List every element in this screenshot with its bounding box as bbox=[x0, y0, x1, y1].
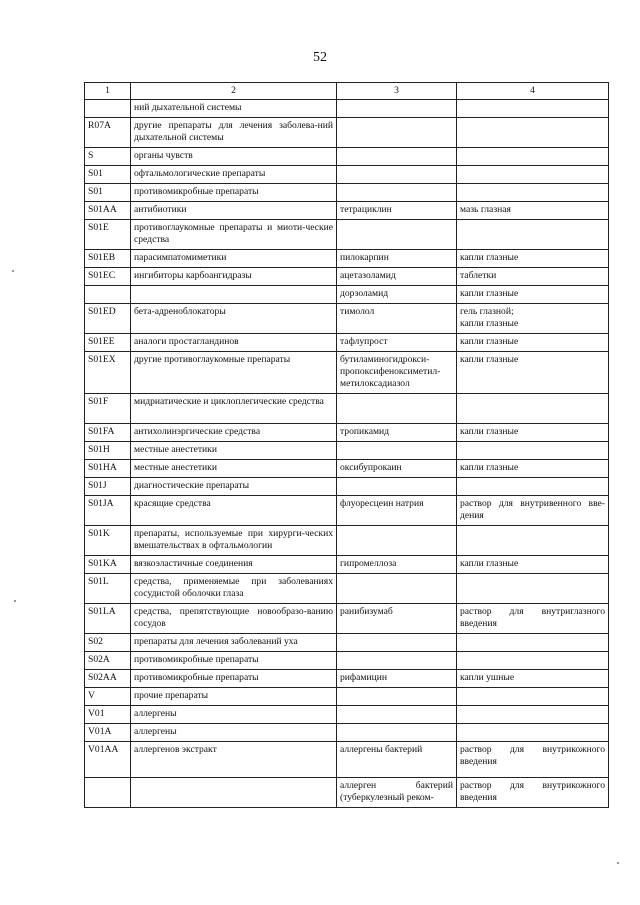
row-drug: аллергены бактерий bbox=[337, 742, 457, 778]
scan-speck bbox=[14, 600, 16, 602]
row-drug: флуоресцеин натрия bbox=[337, 496, 457, 526]
row-form: раствор для внутриглазного введения bbox=[457, 604, 609, 634]
row-group: средства, применяемые при заболеваниях сосудистой оболочки глаза bbox=[131, 574, 337, 604]
row-drug bbox=[337, 148, 457, 166]
row-drug bbox=[337, 688, 457, 706]
row-form: раствор для внутрикожного введения bbox=[457, 778, 609, 808]
row-drug: тетрациклин bbox=[337, 202, 457, 220]
row-form bbox=[457, 574, 609, 604]
row-code: S01FA bbox=[85, 424, 131, 442]
table-row bbox=[85, 424, 609, 442]
row-group: ний дыхательной системы bbox=[131, 100, 337, 118]
table-row bbox=[85, 304, 609, 334]
table-row bbox=[85, 334, 609, 352]
row-code: V01A bbox=[85, 724, 131, 742]
row-form bbox=[457, 634, 609, 652]
row-code: S bbox=[85, 148, 131, 166]
table-row bbox=[85, 556, 609, 574]
row-group: противомикробные препараты bbox=[131, 670, 337, 688]
table-row bbox=[85, 478, 609, 496]
table-row bbox=[85, 706, 609, 724]
row-group: противомикробные препараты bbox=[131, 652, 337, 670]
row-code: S02 bbox=[85, 634, 131, 652]
row-code: S01EC bbox=[85, 268, 131, 286]
row-drug bbox=[337, 574, 457, 604]
row-form: мазь глазная bbox=[457, 202, 609, 220]
row-code: S01AA bbox=[85, 202, 131, 220]
header-col-2: 2 bbox=[131, 83, 337, 100]
table-row bbox=[85, 202, 609, 220]
row-group: аллергены bbox=[131, 724, 337, 742]
row-form bbox=[457, 166, 609, 184]
row-drug: ранибизумаб bbox=[337, 604, 457, 634]
page-number: 52 bbox=[313, 50, 327, 65]
row-group: препараты, используемые при хирурги-ческих вмешательствах в офтальмологии bbox=[131, 526, 337, 556]
table-row bbox=[85, 286, 609, 304]
row-code bbox=[85, 778, 131, 808]
row-form: гель глазной; капли глазные bbox=[457, 304, 609, 334]
row-form: капли ушные bbox=[457, 670, 609, 688]
row-group: противомикробные препараты bbox=[131, 184, 337, 202]
row-code: V01 bbox=[85, 706, 131, 724]
row-group: антибиотики bbox=[131, 202, 337, 220]
row-group bbox=[131, 286, 337, 304]
row-code: R07A bbox=[85, 118, 131, 148]
row-drug: ацетазоламид bbox=[337, 268, 457, 286]
row-form bbox=[457, 526, 609, 556]
row-code: S01KA bbox=[85, 556, 131, 574]
table-row bbox=[85, 394, 609, 424]
row-code: S01EE bbox=[85, 334, 131, 352]
header-col-4: 4 bbox=[457, 83, 609, 100]
table-row bbox=[85, 688, 609, 706]
row-form bbox=[457, 148, 609, 166]
row-group: антихолинэргические средства bbox=[131, 424, 337, 442]
row-form bbox=[457, 442, 609, 460]
row-code: S01F bbox=[85, 394, 131, 424]
row-code: S02AA bbox=[85, 670, 131, 688]
row-form bbox=[457, 688, 609, 706]
table-row bbox=[85, 604, 609, 634]
row-code: S01L bbox=[85, 574, 131, 604]
header-col-3: 3 bbox=[337, 83, 457, 100]
row-group: препараты для лечения заболеваний уха bbox=[131, 634, 337, 652]
table-body bbox=[85, 83, 609, 808]
row-drug bbox=[337, 478, 457, 496]
row-group: местные анестетики bbox=[131, 460, 337, 478]
row-drug bbox=[337, 724, 457, 742]
table-row bbox=[85, 724, 609, 742]
row-code: S01EB bbox=[85, 250, 131, 268]
row-code: V bbox=[85, 688, 131, 706]
row-code: S01J bbox=[85, 478, 131, 496]
row-group: красящие средства bbox=[131, 496, 337, 526]
row-form bbox=[457, 652, 609, 670]
row-form: капли глазные bbox=[457, 556, 609, 574]
table-row bbox=[85, 574, 609, 604]
table-row bbox=[85, 268, 609, 286]
row-drug: тафлупрост bbox=[337, 334, 457, 352]
table-row bbox=[85, 220, 609, 250]
row-code: S01EX bbox=[85, 352, 131, 394]
row-drug: дорзоламид bbox=[337, 286, 457, 304]
row-group: аллергены bbox=[131, 706, 337, 724]
row-group: средства, препятствующие новообразо-ванию сосудов bbox=[131, 604, 337, 634]
row-code: S01LA bbox=[85, 604, 131, 634]
table-row bbox=[85, 148, 609, 166]
row-code: V01AA bbox=[85, 742, 131, 778]
row-drug bbox=[337, 220, 457, 250]
table-row bbox=[85, 634, 609, 652]
row-code bbox=[85, 286, 131, 304]
row-group: бета-адреноблокаторы bbox=[131, 304, 337, 334]
row-drug: тимолол bbox=[337, 304, 457, 334]
table-row bbox=[85, 100, 609, 118]
row-group: мидриатические и циклоплегические средства bbox=[131, 394, 337, 424]
row-code: S01K bbox=[85, 526, 131, 556]
row-drug bbox=[337, 526, 457, 556]
table-row bbox=[85, 670, 609, 688]
row-drug bbox=[337, 706, 457, 724]
row-drug bbox=[337, 442, 457, 460]
row-drug: пилокарпин bbox=[337, 250, 457, 268]
table-row bbox=[85, 352, 609, 394]
row-drug: оксибупрокаин bbox=[337, 460, 457, 478]
row-form: таблетки bbox=[457, 268, 609, 286]
row-code: S02A bbox=[85, 652, 131, 670]
row-form: капли глазные bbox=[457, 286, 609, 304]
row-group: другие противоглаукомные препараты bbox=[131, 352, 337, 394]
row-form: раствор для внутривенного вве-дения bbox=[457, 496, 609, 526]
row-group: противоглаукомные препараты и миоти-ческие средства bbox=[131, 220, 337, 250]
row-group: аналоги простагландинов bbox=[131, 334, 337, 352]
table-row bbox=[85, 526, 609, 556]
row-drug bbox=[337, 100, 457, 118]
row-form bbox=[457, 118, 609, 148]
row-code: S01JA bbox=[85, 496, 131, 526]
row-form bbox=[457, 724, 609, 742]
row-form bbox=[457, 706, 609, 724]
row-group: диагностические препараты bbox=[131, 478, 337, 496]
table-row bbox=[85, 496, 609, 526]
table-row bbox=[85, 442, 609, 460]
row-code: S01ED bbox=[85, 304, 131, 334]
row-group bbox=[131, 778, 337, 808]
row-form: капли глазные bbox=[457, 250, 609, 268]
row-group: ингибиторы карбоангидразы bbox=[131, 268, 337, 286]
row-form: капли глазные bbox=[457, 352, 609, 394]
row-drug: аллерген бактерий (туберкулезный реком- bbox=[337, 778, 457, 808]
row-drug bbox=[337, 184, 457, 202]
row-code: S01HA bbox=[85, 460, 131, 478]
scan-speck bbox=[12, 270, 14, 272]
table-row bbox=[85, 184, 609, 202]
header-col-1: 1 bbox=[85, 83, 131, 100]
row-code: S01 bbox=[85, 166, 131, 184]
row-form bbox=[457, 220, 609, 250]
table-row bbox=[85, 742, 609, 778]
row-code: S01H bbox=[85, 442, 131, 460]
row-drug: бутиламиногидрокси-пропоксифеноксиметил-метилоксадиазол bbox=[337, 352, 457, 394]
row-drug bbox=[337, 634, 457, 652]
row-group: вязкоэластичные соединения bbox=[131, 556, 337, 574]
row-group: местные анестетики bbox=[131, 442, 337, 460]
row-group: другие препараты для лечения заболева-ний дыхательной системы bbox=[131, 118, 337, 148]
row-group: офтальмологические препараты bbox=[131, 166, 337, 184]
row-group: органы чувств bbox=[131, 148, 337, 166]
row-code: S01E bbox=[85, 220, 131, 250]
table-row bbox=[85, 166, 609, 184]
row-form bbox=[457, 478, 609, 496]
row-form: капли глазные bbox=[457, 460, 609, 478]
table-row bbox=[85, 778, 609, 808]
row-drug bbox=[337, 118, 457, 148]
row-form: капли глазные bbox=[457, 424, 609, 442]
row-form: капли глазные bbox=[457, 334, 609, 352]
row-drug bbox=[337, 394, 457, 424]
row-drug: тропикамид bbox=[337, 424, 457, 442]
row-code bbox=[85, 100, 131, 118]
row-drug bbox=[337, 166, 457, 184]
row-group: прочие препараты bbox=[131, 688, 337, 706]
row-form bbox=[457, 394, 609, 424]
row-drug: гипромеллоза bbox=[337, 556, 457, 574]
row-group: парасимпатомиметики bbox=[131, 250, 337, 268]
row-form bbox=[457, 100, 609, 118]
row-code: S01 bbox=[85, 184, 131, 202]
row-form bbox=[457, 184, 609, 202]
row-drug: рифамицин bbox=[337, 670, 457, 688]
row-form: раствор для внутрикожного введения bbox=[457, 742, 609, 778]
scan-speck bbox=[617, 862, 619, 864]
row-drug bbox=[337, 652, 457, 670]
row-group: аллергенов экстракт bbox=[131, 742, 337, 778]
table-header-row bbox=[85, 83, 609, 100]
table-row bbox=[85, 460, 609, 478]
medicines-table bbox=[84, 82, 609, 808]
table-row bbox=[85, 250, 609, 268]
table-row bbox=[85, 652, 609, 670]
table-row bbox=[85, 118, 609, 148]
